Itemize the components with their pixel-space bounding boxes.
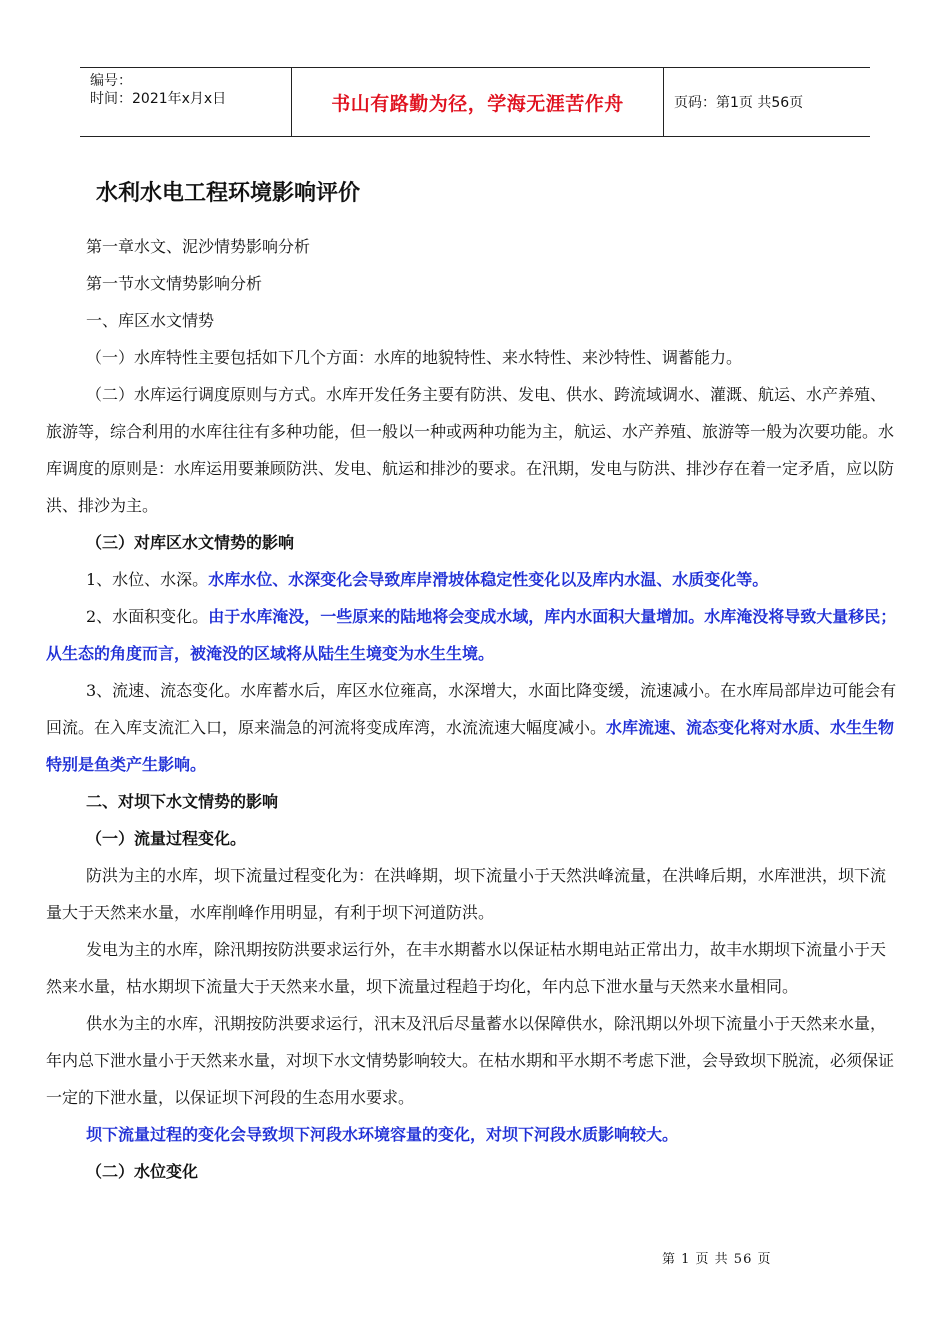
highlight-paragraph: 坝下流量过程的变化会导致坝下河段水环境容量的变化，对坝下河段水质影响较大。	[86, 1125, 679, 1144]
item-text: 3、流速、流态变化。水库蓄水后，库区水位雍高，水深增大，水面比降变缓，流速减小。在水库局部岸边可能会有回流。在入库支流汇入口，原来湍急的河流将变成库湾，水流流速大幅度减小。	[46, 681, 897, 737]
paragraph: （一）水库特性主要包括如下几个方面：水库的地貌特性、来水特性、来沙特性、调蓄能力。	[86, 348, 743, 367]
item-label: 2、水面积变化。	[86, 607, 209, 626]
number-label: 编号：	[90, 73, 132, 89]
paragraph: 供水为主的水库，汛期按防洪要求运行，汛末及汛后尽量蓄水以保障供水，除汛期以外坝下流量小于天然来水量，年内总下泄水量小于天然来水量，对坝下水文情势影响较大。在枯水期和平水期不考虑下泄，会导致坝下脱流，必须保证一定的下泄水量，以保证坝下河段的生态用水要求。	[46, 1014, 895, 1107]
subsection-heading-bold: 二、对坝下水文情势的影响	[86, 792, 279, 811]
document-title: 水利水电工程环境影响评价	[96, 181, 361, 206]
page-footer: 第 1 页 共 56 页	[662, 1252, 772, 1267]
list-item	[46, 561, 898, 598]
highlight-text: 水库流速、流态变化将对水质、水生生物特别是鱼类产生影响。	[46, 718, 895, 774]
item-label: 1、水位、水深。	[86, 570, 209, 589]
page-header	[80, 67, 870, 137]
highlight-text: 由于水库淹没，一些原来的陆地将会变成水域，库内水面积大量增加。水库淹没将导致大量移民；从生态的角度而言，被淹没的区域将从陆生生境变为水生生境。	[46, 607, 897, 663]
list-item	[46, 598, 898, 672]
header-motto: 书山有路勤为径，学海无涯苦作舟	[292, 68, 664, 136]
paragraph: 防洪为主的水库，坝下流量过程变化为：在洪峰期，坝下流量小于天然洪峰流量，在洪峰后期，水库泄洪，坝下流量大于天然来水量，水库削峰作用明显，有利于坝下河道防洪。	[46, 866, 887, 922]
header-page-label: 页码：第1页 共56页	[674, 95, 804, 111]
paragraph: （二）水库运行调度原则与方式。水库开发任务主要有防洪、发电、供水、跨流域调水、灌溉、航运、水产养殖、旅游等，综合利用的水库往往有多种功能，但一般以一种或两种功能为主，航运、水产养殖、旅游等一般为次要功能。水库调度的原则是：水库运用要兼顾防洪、发电、航运和排沙的要求。在汛期，发电与防洪、排沙存在着一定矛盾，应以防洪、排沙为主。	[46, 385, 895, 515]
highlight-text: 水库水位、水深变化会导致库岸滑坡体稳定性变化以及库内水温、水质变化等。	[208, 570, 769, 589]
date-label: 时间：2021年x月x日	[90, 91, 227, 107]
document-body	[46, 228, 898, 1190]
subheading-bold: （三）对库区水文情势的影响	[86, 533, 295, 552]
subheading-bold: （二）水位变化	[86, 1162, 199, 1181]
chapter-heading: 第一章水文、泥沙情势影响分析	[86, 237, 311, 256]
header-meta	[80, 68, 292, 136]
list-item	[46, 672, 898, 783]
section-heading: 第一节水文情势影响分析	[86, 274, 263, 293]
paragraph: 发电为主的水库，除汛期按防洪要求运行外，在丰水期蓄水以保证枯水期电站正常出力，故丰水期坝下流量小于天然来水量，枯水期坝下流量大于天然来水量，坝下流量过程趋于均化，年内总下泄水量与天然来水量相同。	[46, 940, 887, 996]
subheading-bold: （一）流量过程变化。	[86, 829, 247, 848]
subsection-heading: 一、库区水文情势	[86, 311, 215, 330]
